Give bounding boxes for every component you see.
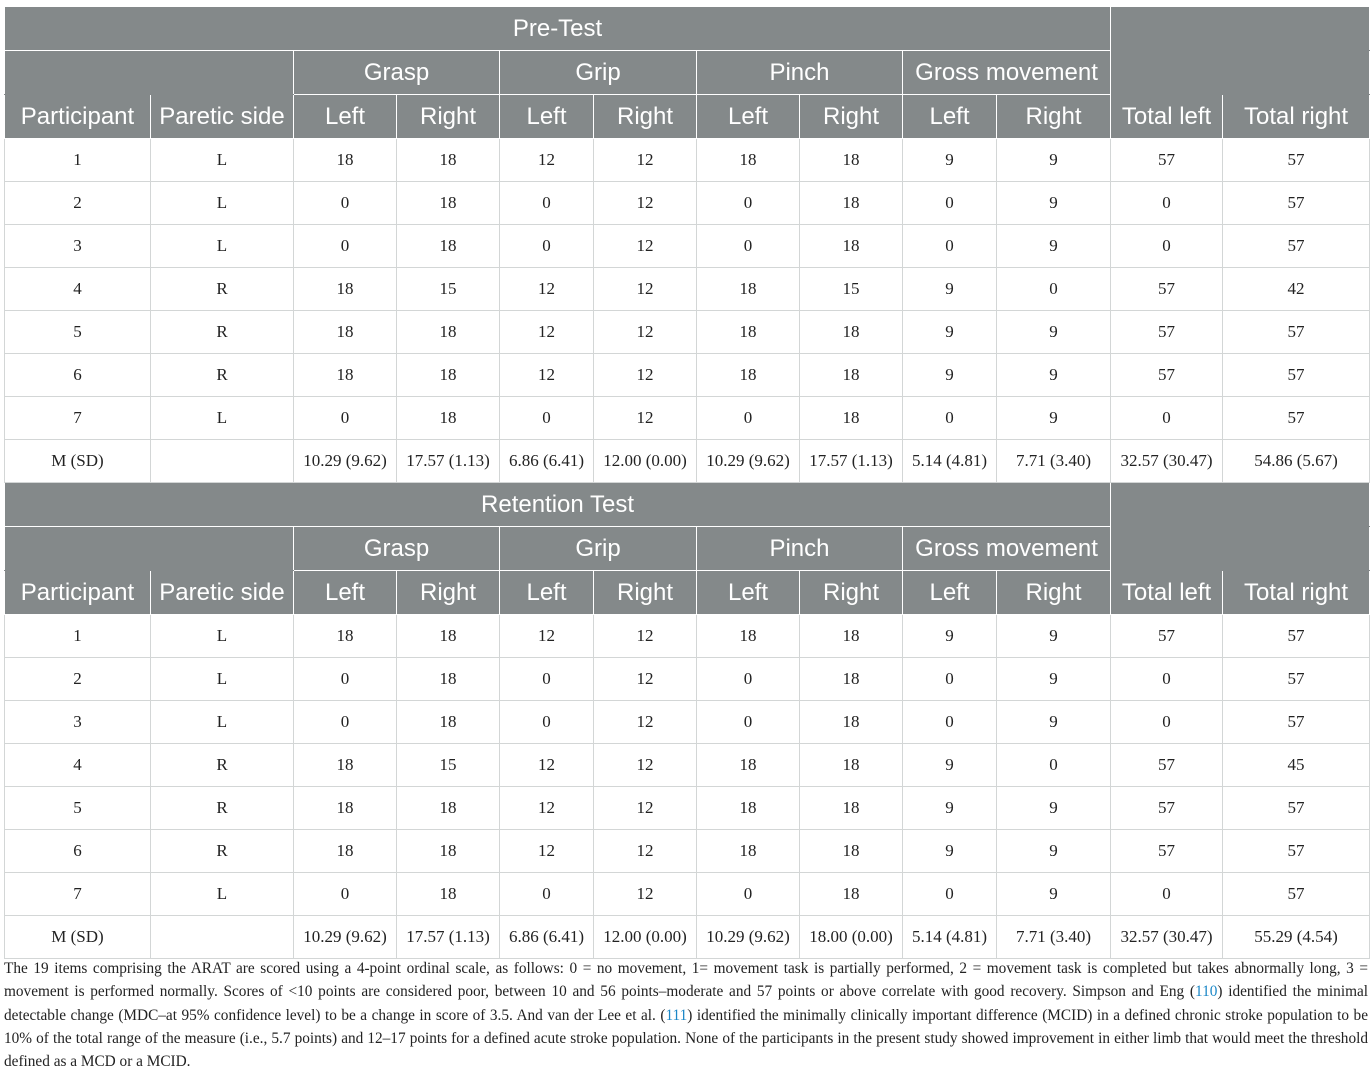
mean-sd-row <box>5 916 1370 959</box>
table-cell: 0 <box>1111 658 1223 701</box>
table-cell: 0 <box>1111 225 1223 268</box>
table-cell: R <box>151 268 294 311</box>
table-cell: 0 <box>997 744 1111 787</box>
table-row <box>5 354 1370 397</box>
table-cell: 12 <box>500 787 594 830</box>
table-cell: 18 <box>294 311 397 354</box>
table-cell: 57 <box>1223 787 1370 830</box>
table-cell: 15 <box>800 268 903 311</box>
column-header: Right <box>397 571 500 615</box>
table-row <box>5 397 1370 440</box>
table-cell: 18 <box>294 268 397 311</box>
table-row <box>5 744 1370 787</box>
table-cell: 9 <box>903 615 997 658</box>
table-cell: M (SD) <box>5 916 151 959</box>
table-cell: 6.86 (6.41) <box>500 440 594 483</box>
table-cell: 57 <box>1223 182 1370 225</box>
column-header: Right <box>800 95 903 139</box>
table-cell: 0 <box>903 873 997 916</box>
column-header-row <box>5 571 1370 615</box>
table-cell: 18 <box>800 830 903 873</box>
table-row <box>5 311 1370 354</box>
table-cell: 12.00 (0.00) <box>594 440 697 483</box>
table-cell: 18 <box>397 397 500 440</box>
table-cell: 18 <box>800 397 903 440</box>
table-cell: L <box>151 615 294 658</box>
table-cell: 18 <box>697 139 800 182</box>
reference-link-111[interactable]: 111 <box>665 1006 688 1024</box>
table-row <box>5 268 1370 311</box>
table-cell: 18 <box>294 615 397 658</box>
table-cell: 5.14 (4.81) <box>903 916 997 959</box>
table-cell: 18 <box>697 311 800 354</box>
table-cell: 2 <box>5 658 151 701</box>
section-title: Pre-Test <box>5 7 1111 51</box>
header-blank <box>1111 51 1370 95</box>
column-header: Right <box>594 571 697 615</box>
table-cell: 18 <box>697 744 800 787</box>
section-title: Retention Test <box>5 483 1111 527</box>
header-blank <box>5 527 294 571</box>
table-cell: 9 <box>997 182 1111 225</box>
table-cell: 10.29 (9.62) <box>697 916 800 959</box>
table-cell: 9 <box>903 354 997 397</box>
table-cell: 12 <box>594 658 697 701</box>
table-cell: 12 <box>500 311 594 354</box>
table-cell: 18 <box>800 873 903 916</box>
table-cell: 57 <box>1111 787 1223 830</box>
table-cell: 9 <box>997 354 1111 397</box>
table-footnote <box>4 957 1368 1073</box>
group-header-grasp: Grasp <box>294 51 500 95</box>
table-cell: 9 <box>903 268 997 311</box>
table-cell: 9 <box>997 658 1111 701</box>
table-cell: 18 <box>294 744 397 787</box>
table-cell: 6.86 (6.41) <box>500 916 594 959</box>
table-cell: 18 <box>800 615 903 658</box>
group-header-gross-movement: Gross movement <box>903 527 1111 571</box>
table-cell: 57 <box>1111 139 1223 182</box>
mean-sd-row <box>5 440 1370 483</box>
group-header-row <box>5 51 1370 95</box>
table-cell: 57 <box>1111 311 1223 354</box>
table-cell: L <box>151 139 294 182</box>
table-cell: 5 <box>5 311 151 354</box>
section-title-row <box>5 7 1370 51</box>
section-title-row <box>5 483 1370 527</box>
table-cell: L <box>151 873 294 916</box>
column-header: Total right <box>1223 95 1370 139</box>
table-cell: 18 <box>697 354 800 397</box>
table-cell: 0 <box>294 701 397 744</box>
table-cell: R <box>151 830 294 873</box>
table-cell: 57 <box>1111 615 1223 658</box>
column-header: Left <box>903 571 997 615</box>
table-cell: 18 <box>800 701 903 744</box>
table-cell: 32.57 (30.47) <box>1111 440 1223 483</box>
table-cell: 4 <box>5 268 151 311</box>
table-cell: 18 <box>397 311 500 354</box>
table-cell: 18 <box>697 268 800 311</box>
table-cell: 5.14 (4.81) <box>903 440 997 483</box>
header-blank <box>1111 483 1370 527</box>
table-cell: 12 <box>594 268 697 311</box>
table-cell: 9 <box>997 139 1111 182</box>
table-cell: 4 <box>5 744 151 787</box>
table-cell: 0 <box>294 397 397 440</box>
table-cell: 0 <box>903 397 997 440</box>
table-cell: 45 <box>1223 744 1370 787</box>
table-cell: 0 <box>697 658 800 701</box>
table-cell: 9 <box>997 311 1111 354</box>
group-header-grasp: Grasp <box>294 527 500 571</box>
table-cell: 2 <box>5 182 151 225</box>
column-header: Total left <box>1111 571 1223 615</box>
table-cell: 6 <box>5 354 151 397</box>
table-cell: 18 <box>294 787 397 830</box>
table-row <box>5 701 1370 744</box>
table-cell: 0 <box>697 182 800 225</box>
table-cell: 12 <box>594 182 697 225</box>
table-cell: 18 <box>800 354 903 397</box>
column-header: Participant <box>5 95 151 139</box>
table-cell: 18 <box>697 615 800 658</box>
column-header-row <box>5 95 1370 139</box>
table-cell: 0 <box>500 225 594 268</box>
table-cell: 9 <box>997 787 1111 830</box>
table-cell: 12 <box>594 873 697 916</box>
table-cell: 0 <box>1111 701 1223 744</box>
table-cell: 15 <box>397 744 500 787</box>
table-cell: 10.29 (9.62) <box>294 440 397 483</box>
table-cell: 18 <box>397 225 500 268</box>
table-cell: 0 <box>294 658 397 701</box>
table-cell: 9 <box>903 830 997 873</box>
table-cell: 9 <box>997 615 1111 658</box>
table-cell: 32.57 (30.47) <box>1111 916 1223 959</box>
table-cell: 57 <box>1223 354 1370 397</box>
table-cell: 12 <box>500 354 594 397</box>
table-cell: 9 <box>903 311 997 354</box>
table-cell: 18 <box>697 787 800 830</box>
header-blank <box>1111 7 1370 51</box>
column-header: Left <box>500 571 594 615</box>
table-cell: 18 <box>697 830 800 873</box>
column-header: Left <box>294 571 397 615</box>
table-cell: 17.57 (1.13) <box>800 440 903 483</box>
table-cell: 3 <box>5 701 151 744</box>
table-cell: 12 <box>594 311 697 354</box>
table-cell: 57 <box>1223 873 1370 916</box>
footnote-text: The 19 items comprising the ARAT are scored using a 4-point ordinal scale, as follows: 0 = no movement, 1= movement task is partially performed, 2 = movement task is completed but takes abnormally long, 3 = movement is performed normally. Scores of <10 points are considered poor, between 10 and 56 points–moderate and 57 points or above correlate with good recovery. Simpson and Eng ( <box>4 960 1368 1001</box>
table-cell: 0 <box>697 225 800 268</box>
table-cell: 18 <box>800 787 903 830</box>
table-cell: 12 <box>594 744 697 787</box>
table-cell: 10.29 (9.62) <box>697 440 800 483</box>
retention-test-section <box>5 483 1370 959</box>
table-cell: 9 <box>997 830 1111 873</box>
table-cell: 12.00 (0.00) <box>594 916 697 959</box>
table-cell: 57 <box>1223 658 1370 701</box>
table-cell: 57 <box>1223 139 1370 182</box>
table-cell: 18 <box>397 354 500 397</box>
column-header: Total right <box>1223 571 1370 615</box>
table-row <box>5 615 1370 658</box>
table-cell: 12 <box>500 744 594 787</box>
table-cell: 12 <box>594 787 697 830</box>
table-cell: 18 <box>397 830 500 873</box>
table-cell: 12 <box>500 615 594 658</box>
table-cell <box>151 440 294 483</box>
table-cell: 12 <box>500 268 594 311</box>
table-cell: 57 <box>1223 397 1370 440</box>
table-cell: 18 <box>800 658 903 701</box>
table-cell: 0 <box>903 658 997 701</box>
table-cell: 55.29 (4.54) <box>1223 916 1370 959</box>
table-cell: 9 <box>997 701 1111 744</box>
table-cell: 18 <box>294 139 397 182</box>
table-cell: 12 <box>500 830 594 873</box>
table-cell: 42 <box>1223 268 1370 311</box>
table-cell: 57 <box>1111 268 1223 311</box>
table-cell: 0 <box>500 182 594 225</box>
table-cell: 12 <box>500 139 594 182</box>
table-cell: 7 <box>5 397 151 440</box>
table-cell: 12 <box>594 354 697 397</box>
table-cell: 9 <box>903 744 997 787</box>
group-header-pinch: Pinch <box>697 527 903 571</box>
table-cell: 57 <box>1111 830 1223 873</box>
group-header-row <box>5 527 1370 571</box>
table-cell: 0 <box>903 182 997 225</box>
table-cell: 0 <box>903 701 997 744</box>
table-cell: 17.57 (1.13) <box>397 440 500 483</box>
table-cell: 6 <box>5 830 151 873</box>
table-cell: 18 <box>294 354 397 397</box>
table-cell <box>151 916 294 959</box>
footnote-text: ) identified the minimally clinically important difference (MCID) in a defined chronic stroke population to be 10% of the total range of the measure (i.e., 5.7 points) and 12–17 points for a defined acute stroke population. None of the participants in the present study showed improvement in either limb that would meet the threshold defined as a MCD or a MCID. <box>4 1006 1368 1071</box>
column-header: Right <box>800 571 903 615</box>
table-cell: 12 <box>594 615 697 658</box>
table-cell: L <box>151 182 294 225</box>
table-cell: M (SD) <box>5 440 151 483</box>
table-cell: 18.00 (0.00) <box>800 916 903 959</box>
table-cell: 0 <box>500 873 594 916</box>
table-cell: 0 <box>294 225 397 268</box>
table-cell: 9 <box>997 397 1111 440</box>
group-header-pinch: Pinch <box>697 51 903 95</box>
table-row <box>5 787 1370 830</box>
table-cell: 57 <box>1111 354 1223 397</box>
table-cell: 18 <box>397 182 500 225</box>
column-header: Paretic side <box>151 95 294 139</box>
table-cell: 18 <box>397 139 500 182</box>
table-cell: 12 <box>594 225 697 268</box>
group-header-grip: Grip <box>500 51 697 95</box>
table-row <box>5 139 1370 182</box>
table-cell: 18 <box>397 701 500 744</box>
table-cell: 7 <box>5 873 151 916</box>
table-cell: 7.71 (3.40) <box>997 440 1111 483</box>
table-cell: 9 <box>903 787 997 830</box>
table-cell: 57 <box>1223 830 1370 873</box>
table-cell: 18 <box>800 744 903 787</box>
table-cell: 0 <box>500 397 594 440</box>
table-cell: 12 <box>594 830 697 873</box>
table-cell: 1 <box>5 615 151 658</box>
table-cell: R <box>151 311 294 354</box>
table-cell: 9 <box>997 225 1111 268</box>
table-cell: 18 <box>294 830 397 873</box>
header-blank <box>1111 527 1370 571</box>
table-cell: 18 <box>800 182 903 225</box>
table-cell: L <box>151 658 294 701</box>
table-cell: 18 <box>397 615 500 658</box>
reference-link-110[interactable]: 110 <box>1195 983 1218 1001</box>
table-cell: 0 <box>697 873 800 916</box>
table-cell: 57 <box>1223 701 1370 744</box>
table-cell: R <box>151 744 294 787</box>
table-row <box>5 225 1370 268</box>
footnote-text: ) identified the minimal detectable change (MDC–at 95% confidence level) to be a change in score of 3.5. And van der Lee et al. ( <box>4 983 1369 1024</box>
table-cell: 18 <box>800 225 903 268</box>
table-cell: 18 <box>397 787 500 830</box>
table-cell: 57 <box>1223 311 1370 354</box>
table-cell: 9 <box>997 873 1111 916</box>
header-blank <box>5 51 294 95</box>
column-header: Paretic side <box>151 571 294 615</box>
table-row <box>5 873 1370 916</box>
column-header: Left <box>903 95 997 139</box>
table-cell: 0 <box>1111 397 1223 440</box>
table-cell: R <box>151 787 294 830</box>
table-row <box>5 182 1370 225</box>
group-header-grip: Grip <box>500 527 697 571</box>
table-cell: 0 <box>1111 182 1223 225</box>
arat-scores-table <box>4 6 1370 959</box>
column-header: Left <box>294 95 397 139</box>
group-header-gross-movement: Gross movement <box>903 51 1111 95</box>
column-header: Right <box>997 95 1111 139</box>
table-cell: 12 <box>594 701 697 744</box>
column-header: Right <box>594 95 697 139</box>
table-cell: 12 <box>594 139 697 182</box>
table-cell: 12 <box>594 397 697 440</box>
column-header: Left <box>500 95 594 139</box>
table-cell: 0 <box>294 182 397 225</box>
column-header: Right <box>397 95 500 139</box>
table-cell: 0 <box>697 397 800 440</box>
table-cell: 0 <box>500 658 594 701</box>
table-row <box>5 658 1370 701</box>
table-cell: 0 <box>500 701 594 744</box>
table-cell: L <box>151 225 294 268</box>
pre-test-section <box>5 7 1370 483</box>
table-cell: 0 <box>903 225 997 268</box>
table-cell: 18 <box>397 658 500 701</box>
column-header: Left <box>697 95 800 139</box>
table-cell: 57 <box>1223 225 1370 268</box>
table-cell: L <box>151 397 294 440</box>
table-cell: 57 <box>1223 615 1370 658</box>
table-cell: 10.29 (9.62) <box>294 916 397 959</box>
table-cell: 0 <box>1111 873 1223 916</box>
table-cell: 0 <box>294 873 397 916</box>
table-cell: 57 <box>1111 744 1223 787</box>
table-cell: 54.86 (5.67) <box>1223 440 1370 483</box>
column-header: Right <box>997 571 1111 615</box>
table-cell: 5 <box>5 787 151 830</box>
table-cell: R <box>151 354 294 397</box>
table-cell: 7.71 (3.40) <box>997 916 1111 959</box>
table-cell: 9 <box>903 139 997 182</box>
column-header: Left <box>697 571 800 615</box>
table-cell: 15 <box>397 268 500 311</box>
table-cell: 1 <box>5 139 151 182</box>
table-cell: 17.57 (1.13) <box>397 916 500 959</box>
table-cell: 0 <box>697 701 800 744</box>
table-cell: 18 <box>800 311 903 354</box>
table-cell: 18 <box>800 139 903 182</box>
table-cell: 0 <box>997 268 1111 311</box>
table-row <box>5 830 1370 873</box>
table-cell: 3 <box>5 225 151 268</box>
table-cell: L <box>151 701 294 744</box>
table-cell: 18 <box>397 873 500 916</box>
column-header: Total left <box>1111 95 1223 139</box>
column-header: Participant <box>5 571 151 615</box>
